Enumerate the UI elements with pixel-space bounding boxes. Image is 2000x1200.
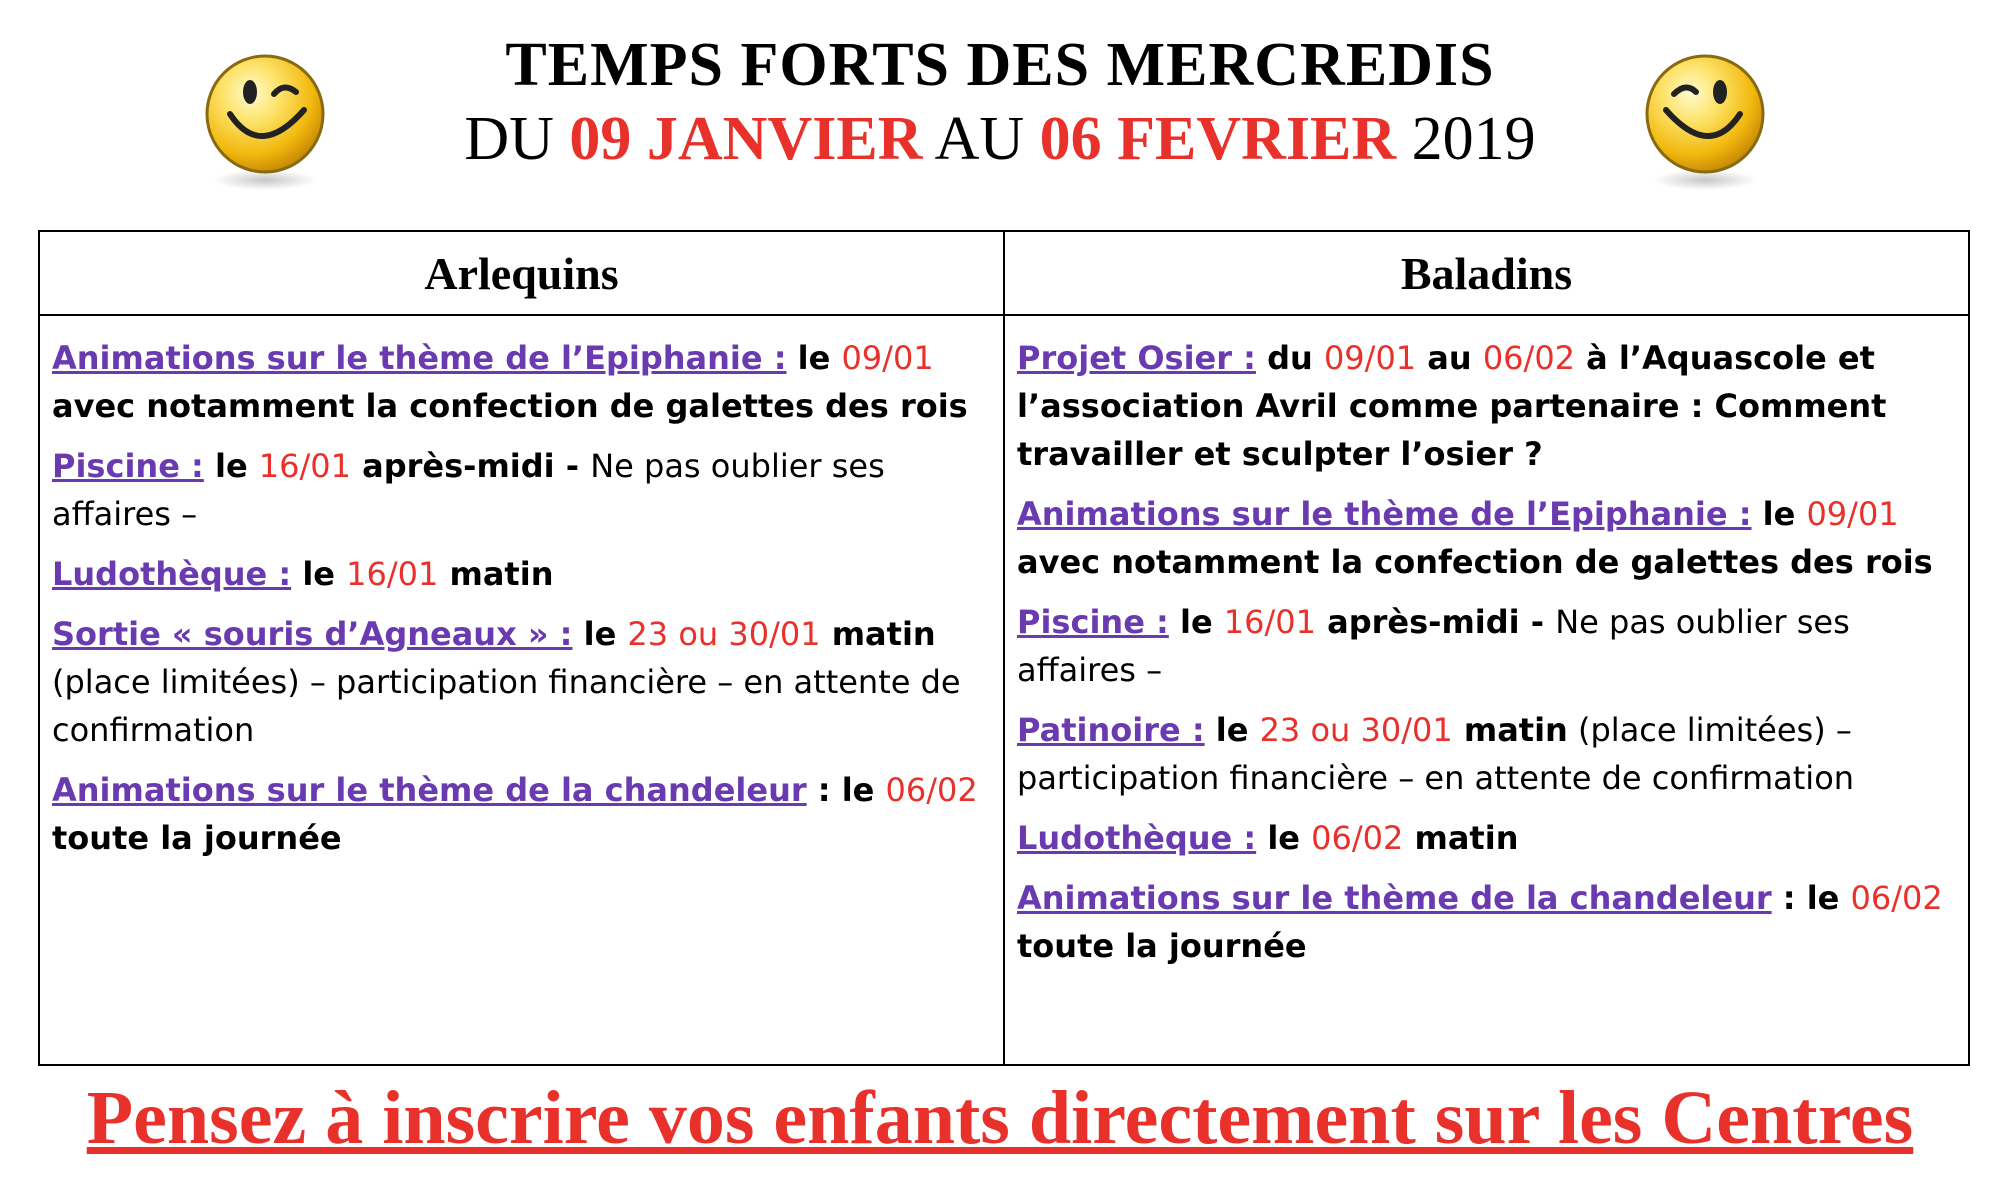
activity-text: à l’Aquascole et l’association Avril comme partenaire : Comment travailler et sculpter l’osier ? xyxy=(1017,339,1887,473)
date-start: 09 JANVIER xyxy=(569,105,923,173)
activity-date: 09/01 xyxy=(1323,339,1417,377)
activity-label: Animations sur le thème de l’Epiphanie : xyxy=(52,339,787,377)
activity-date: 09/01 xyxy=(841,339,934,377)
baladins-patinoire-item xyxy=(1017,706,1956,802)
footer-reminder: Pensez à inscrire vos enfants directement sur les Centres xyxy=(86,1076,1914,1160)
activity-text: le xyxy=(786,339,842,377)
arlequins-chandeleur-item xyxy=(52,766,991,862)
activity-text: le xyxy=(291,555,347,593)
activity-date: 06/02 xyxy=(885,771,978,809)
baladins-chandeleur-item xyxy=(1017,874,1956,970)
activity-label: Animations sur le thème de la chandeleur xyxy=(52,771,807,809)
column-header-arlequins: Arlequins xyxy=(39,231,1004,315)
activity-text: le xyxy=(572,615,628,653)
activity-date: 16/01 xyxy=(1223,603,1316,641)
baladins-osier-item xyxy=(1017,334,1956,478)
activity-label: Animations sur le thème de la chandeleur xyxy=(1017,879,1772,917)
activity-text: toute la journée xyxy=(1017,927,1307,965)
page-header xyxy=(0,28,2000,176)
activity-text: le xyxy=(203,447,259,485)
arlequins-cell xyxy=(39,315,1004,1065)
activity-date: 06/02 xyxy=(1850,879,1943,917)
activity-label: Ludothèque : xyxy=(1017,819,1257,857)
date-year: 2019 xyxy=(1411,105,1536,173)
arlequins-sortie-item xyxy=(52,610,991,754)
baladins-epiphanie-item xyxy=(1017,490,1956,586)
activity-label: Piscine : xyxy=(1017,603,1169,641)
page-title: TEMPS FORTS DES MERCREDIS xyxy=(505,31,1495,99)
activity-text: toute la journée xyxy=(52,819,342,857)
schedule-table xyxy=(38,230,1970,1066)
activity-date: 09/01 xyxy=(1806,495,1899,533)
baladins-piscine-item xyxy=(1017,598,1956,694)
arlequins-epiphanie-item xyxy=(52,334,991,430)
activity-note: (place limitées) – participation financière – en attente de confirmation xyxy=(52,663,961,749)
activity-date: 16/01 xyxy=(258,447,351,485)
activity-note: Ne pas oublier ses affaires – xyxy=(52,447,885,533)
activity-text: du xyxy=(1255,339,1324,377)
date-range xyxy=(0,102,2000,176)
activity-label: Animations sur le thème de l’Epiphanie : xyxy=(1017,495,1752,533)
date-end: 06 FEVRIER xyxy=(1039,105,1397,173)
date-prefix: DU xyxy=(464,105,554,173)
table-row xyxy=(39,315,1969,1065)
activity-text: : le xyxy=(806,771,886,809)
arlequins-ludotheque-item xyxy=(52,550,991,598)
activity-note: (place limitées) – participation financière – en attente de confirmation xyxy=(1017,711,1855,797)
activity-label: Ludothèque : xyxy=(52,555,292,593)
activity-label: Patinoire : xyxy=(1017,711,1205,749)
activity-label: Piscine : xyxy=(52,447,204,485)
activity-text: avec notamment la confection de galettes des rois xyxy=(52,387,968,425)
activity-text: matin xyxy=(820,615,936,653)
activity-text: avec notamment la confection de galettes des rois xyxy=(1017,543,1933,581)
activity-date: 06/02 xyxy=(1311,819,1404,857)
date-separator: AU xyxy=(934,105,1025,173)
activity-text: matin xyxy=(438,555,554,593)
baladins-cell xyxy=(1004,315,1969,1065)
activity-note: Ne pas oublier ses affaires – xyxy=(1017,603,1850,689)
activity-text: au xyxy=(1416,339,1483,377)
activity-text: matin xyxy=(1452,711,1568,749)
baladins-ludotheque-item xyxy=(1017,814,1956,862)
activity-label: Sortie « souris d’Agneaux » : xyxy=(52,615,573,653)
activity-text: le xyxy=(1256,819,1312,857)
activity-text: le xyxy=(1168,603,1224,641)
activity-date: 06/02 xyxy=(1482,339,1576,377)
activity-label: Projet Osier : xyxy=(1017,339,1256,377)
activity-date: 23 ou 30/01 xyxy=(627,615,821,653)
activity-text: après-midi - xyxy=(351,447,591,485)
activity-text: : le xyxy=(1771,879,1851,917)
activity-text: après-midi - xyxy=(1316,603,1556,641)
activity-text: le xyxy=(1204,711,1260,749)
activity-date: 16/01 xyxy=(346,555,439,593)
arlequins-piscine-item xyxy=(52,442,991,538)
activity-text: matin xyxy=(1403,819,1519,857)
table-header-row xyxy=(39,231,1969,315)
activity-date: 23 ou 30/01 xyxy=(1259,711,1453,749)
column-header-baladins: Baladins xyxy=(1004,231,1969,315)
activity-text: le xyxy=(1751,495,1807,533)
